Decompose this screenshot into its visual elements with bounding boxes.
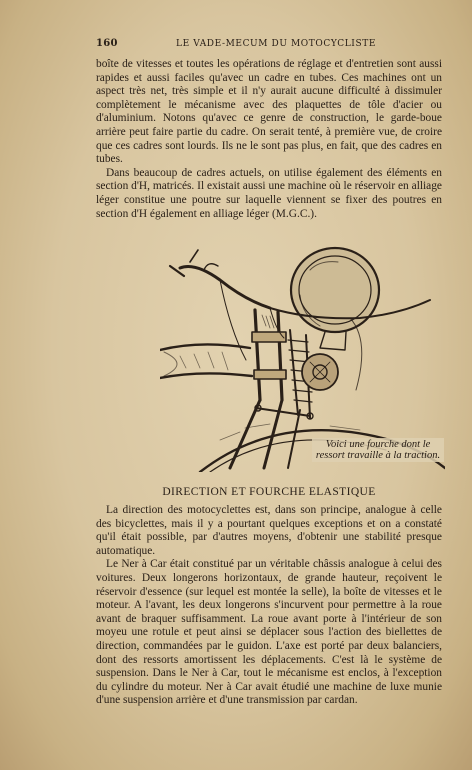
page-number: 160 <box>96 38 118 49</box>
paragraph-ner-a-car: Le Ner à Car était constitué par un véritable châssis analogue à celui des voitures. Deux longerons horizontaux, de grande hauteur, reçoivent le réservoir d'essence (sur lequel est montée la selle), la boîte de vitesses et le moteur. A l'avant, les deux longerons s'incurvent pour permettre à la roue avant de braquer suffisamment. La roue avant porte à l'intérieur de son moyeu une rotule et peut ainsi se déplacer sous l'action des biellettes de direction, commandées par le guidon. L'axe est porté par deux balanciers, dont des ressorts amortissent les déplacements. C'est là le système de suspension. Dans le Ner à Car, tout le mécanisme est enclos, à l'exception du cylindre du moteur. Ner à Car avait étudié une machine de luxe munie d'une suspension arrière et d'une transmission par cardan. <box>96 558 442 707</box>
section-text-block <box>96 504 442 708</box>
fork-illustration <box>160 240 445 472</box>
figure-caption: Voici une fourche dont le ressort travaille à la traction. <box>312 438 444 462</box>
top-text-block <box>96 58 442 221</box>
page-header <box>96 38 456 54</box>
paragraph-frame-construction: boîte de vitesses et toutes les opérations de réglage et d'entretien sont aussi rapides et aussi faciles qu'avec un cadre en tubes. Ces machines ont un aspect très net, très simple et il n'y aurait aucune difficulté à dissimuler complètement le mécanisme avec des plaquettes de tôle d'acier ou d'aluminium. Notons qu'avec ce genre de construction, le garde-boue arrière peut faire partie du cadre. On serait tenté, à première vue, de croire que ces cadres sont lourds. Ils ne le sont pas plus, en fait, que des cadres en tubes. <box>96 58 442 166</box>
paragraph-steering-principle: La direction des motocyclettes est, dans son principe, analogue à celle des bicyclettes, mais il y a pourtant quelques exceptions et on a constaté qu'il était possible, par d'autres moyens, d'obtenir une stabilité presque automatique. <box>96 504 442 557</box>
paragraph-h-section-frames: Dans beaucoup de cadres actuels, on utilise également des éléments en section d'H, matricés. Il existait aussi une machine où le réservoir en alliage léger constitue une poutre sur laquelle viennent se fixer des poutres en section d'H également en alliage léger (M.G.C.). <box>96 166 442 220</box>
section-heading: DIRECTION ET FOURCHE ELASTIQUE <box>162 486 376 498</box>
running-title: LE VADE-MECUM DU MOTOCYCLISTE <box>176 39 376 49</box>
